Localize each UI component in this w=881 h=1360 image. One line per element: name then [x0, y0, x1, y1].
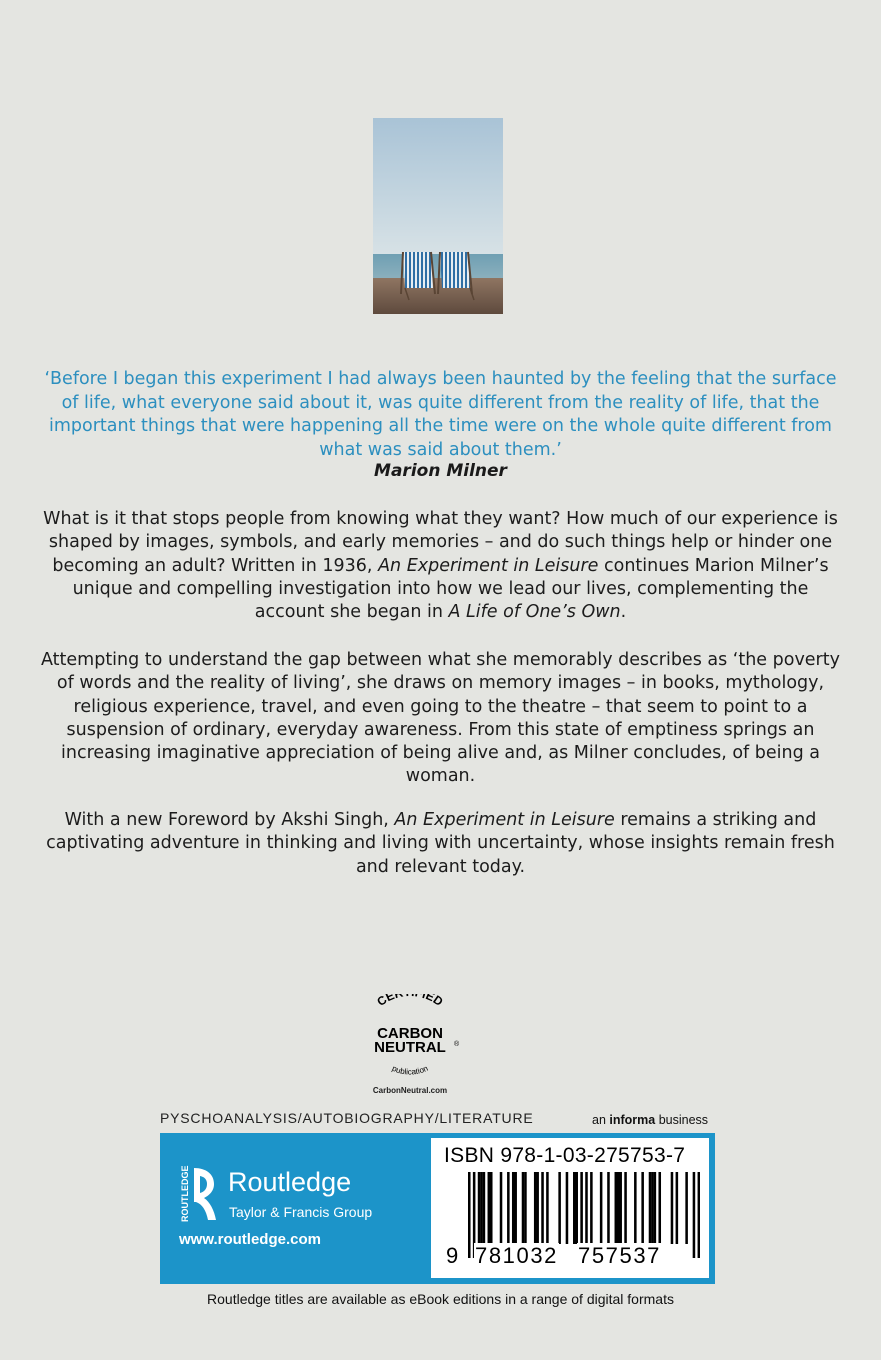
isbn-label: ISBN 978-1-03-275753-7: [444, 1144, 686, 1167]
barcode-bar: [615, 1172, 618, 1244]
barcode-bar: [500, 1172, 503, 1244]
carbon-registered-mark: ®: [454, 1041, 460, 1048]
publisher-group: Taylor & Francis Group: [229, 1204, 373, 1220]
svg-text:ROUTLEDGE: ROUTLEDGE: [180, 1165, 190, 1222]
svg-text:publication: [391, 1064, 430, 1077]
publisher-url[interactable]: www.routledge.com: [179, 1231, 321, 1248]
barcode-bar: [641, 1172, 644, 1244]
informa-business: an informa business: [592, 1113, 709, 1127]
barcode-bar: [685, 1172, 688, 1244]
barcode-bar: [480, 1172, 483, 1244]
barcode-bar: [619, 1172, 622, 1244]
barcode-bar: [490, 1172, 493, 1244]
barcode-bar: [507, 1172, 510, 1244]
publisher-name: Routledge: [228, 1167, 352, 1197]
barcode-bar: [483, 1172, 486, 1244]
barcode-digits-left: 781032: [475, 1243, 559, 1268]
description-paragraph-2: Attempting to understand the gap between what she memorably describes as ‘the poverty of words and the reality of living’, she draws on memory images – in books, mythology, religious experience, travel, and even going to the theatre – that seem to point to a suspension of ordinary, everyday awareness. From this state of emptiness springs an increasing imaginative appreciation of being alive and, as Milner concludes, of being a woman.: [41, 650, 840, 787]
barcode-bar: [573, 1172, 576, 1244]
barcode-bar: [522, 1172, 525, 1244]
carbon-line2-text: NEUTRAL: [374, 1039, 446, 1056]
barcode-bar: [654, 1172, 657, 1244]
barcode-bar: [512, 1172, 515, 1244]
barcode-bar: [676, 1172, 679, 1244]
barcode-bar: [590, 1172, 593, 1244]
barcode-bar: [600, 1172, 603, 1244]
barcode-bar: [558, 1172, 561, 1244]
carbon-website: CarbonNeutral.com: [372, 1086, 448, 1095]
barcode-bar: [478, 1172, 481, 1244]
ebook-availability-note: Routledge titles are available as eBook editions in a range of digital formats: [207, 1291, 674, 1307]
barcode-bar: [658, 1172, 661, 1244]
quote-text: ‘Before I began this experiment I had always been haunted by the feeling that the surface of life, what everyone said about it, was quite different from the reality of life, that the important things that were happening all the time were on the whole quite different from what was said about them.’: [44, 369, 837, 460]
subject-categories: PYSCHOANALYSIS/AUTOBIOGRAPHY/LITERATURE: [160, 1110, 534, 1126]
barcode-bar: [634, 1172, 637, 1244]
description-paragraph-3: With a new Foreword by Akshi Singh, An Experiment in Leisure remains a striking and captivating adventure in thinking and living with uncertainty, whose insights remain fresh and relevant today.: [46, 810, 835, 877]
carbon-neutral-seal: [350, 994, 470, 1102]
cover-photo: [373, 118, 503, 314]
carbon-publication-text: publication: [390, 1063, 430, 1077]
barcode-bar: [468, 1172, 471, 1258]
barcode-bar: [566, 1172, 569, 1244]
barcode-bar: [607, 1172, 610, 1244]
barcode-bar: [488, 1172, 491, 1244]
barcode-digits-right: 757537: [578, 1243, 662, 1268]
carbon-line1-text: CARBON: [377, 1025, 443, 1042]
routledge-logo-icon: [178, 1164, 220, 1224]
barcode-bar: [651, 1172, 654, 1244]
description-paragraph-1: What is it that stops people from knowing what they want? How much of our experience is shaped by images, symbols, and early memories – and do such things help or hinder one becoming an adult? Written in 1936, An Experiment in Leisure continues Marion Milner’s unique and compelling investigation into how we lead our lives, complementing the account she began in A Life of One’s Own.: [43, 509, 838, 623]
barcode-bar: [534, 1172, 537, 1244]
barcode-first-digit: 9: [446, 1243, 459, 1268]
carbon-certified-text: CE IED: [374, 994, 446, 1009]
quote-author: Marion Milner: [374, 461, 507, 481]
barcode-bar: [575, 1172, 578, 1244]
barcode-bar: [671, 1172, 674, 1244]
svg-text:CERTIFIED: [374, 994, 446, 1009]
barcode-bar: [693, 1172, 696, 1258]
barcode-bar: [514, 1172, 517, 1244]
barcode-bar: [617, 1172, 620, 1244]
barcode-bar: [624, 1172, 627, 1244]
barcode-bar: [524, 1172, 527, 1244]
barcode-bar: [649, 1172, 652, 1244]
barcode-bar: [536, 1172, 539, 1244]
barcode-bar: [698, 1172, 700, 1258]
barcode-bar: [546, 1172, 549, 1244]
barcode-bar: [541, 1172, 544, 1244]
